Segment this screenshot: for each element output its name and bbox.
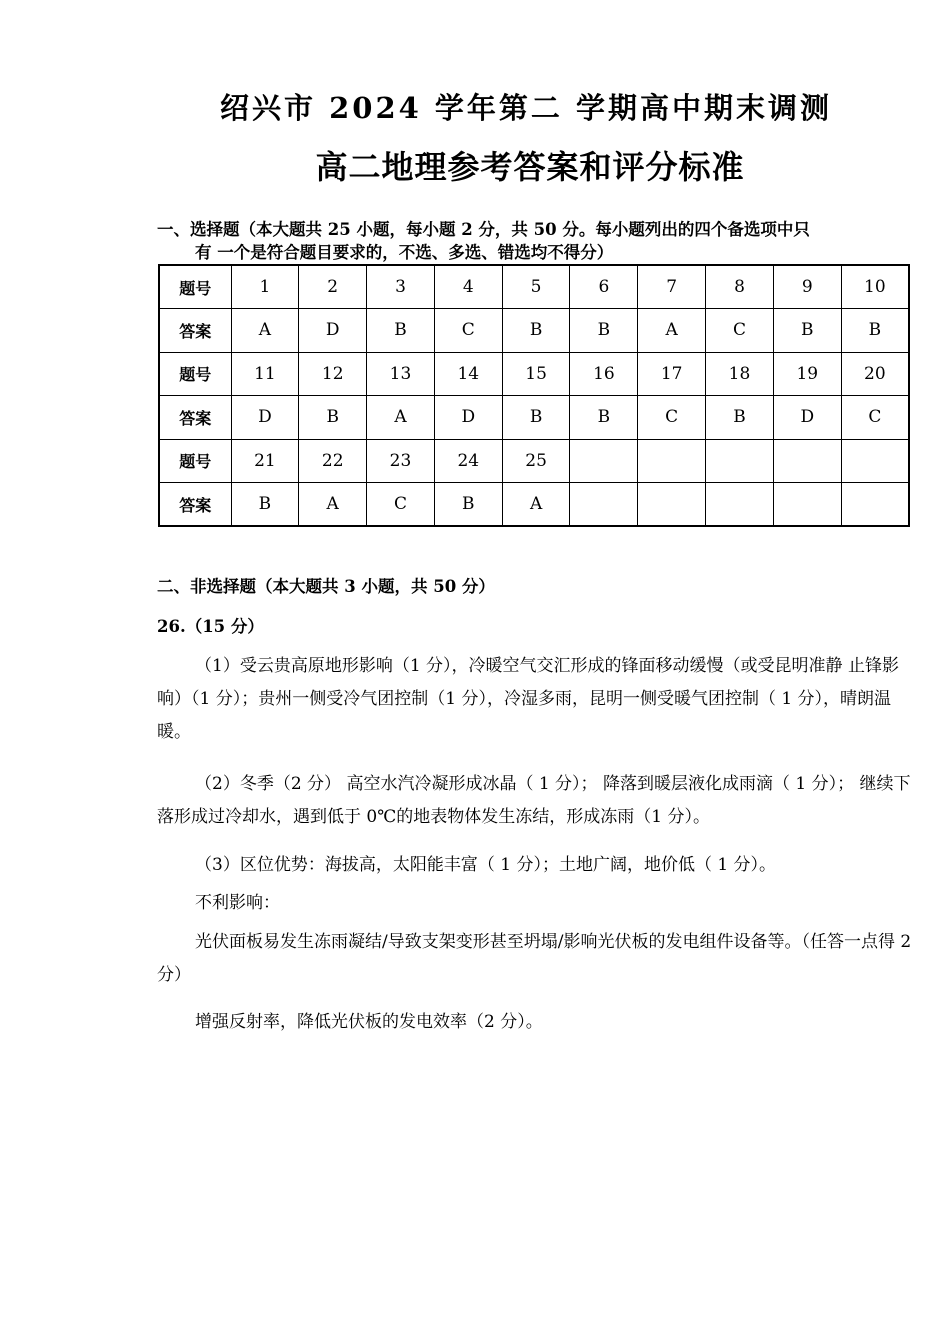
question-number-cell [638,439,706,483]
row-label-answer: 答案 [159,309,231,353]
question-number-cell: 19 [773,352,841,396]
answer-cell: D [434,396,502,440]
answer-cell: A [638,309,706,353]
question-number-cell: 23 [367,439,435,483]
page-title: 绍兴市 2024 学年第二 学期高中期末调测 [220,91,833,125]
answer-cell: D [773,396,841,440]
question-number-cell: 2 [299,265,367,309]
question-number-cell: 22 [299,439,367,483]
disadvantage-answer: 光伏面板易发生冻雨凝结/导致支架变形甚至坍塌/影响光伏板的发电组件设备等。（任答一点得 2 分） [157,932,912,985]
question-number-cell: 1 [231,265,299,309]
question-number-cell [841,439,909,483]
answer-26-last: 增强反射率，降低光伏板的发电效率（2 分）。 [195,1012,543,1032]
question-number-cell [570,439,638,483]
answer-cell: B [706,396,774,440]
row-label-answer: 答案 [159,483,231,527]
row-label-answer: 答案 [159,396,231,440]
question-number-cell: 13 [367,352,435,396]
question-number-cell: 20 [841,352,909,396]
disadvantage-label: 不利影响： [195,893,280,913]
question-number-row [159,265,909,309]
answer-cell: C [367,483,435,527]
answer-cell: B [570,309,638,353]
question-number-cell: 6 [570,265,638,309]
answer-cell: A [231,309,299,353]
question-number-cell: 7 [638,265,706,309]
answer-row [159,483,909,527]
answer-row [159,309,909,353]
answer-cell: B [299,396,367,440]
question-number-cell: 11 [231,352,299,396]
answer-26-part3: （3）区位优势：海拔高，太阳能丰富（ 1 分）；土地广阔，地价低（ 1 分）。 [195,855,777,875]
question-number-cell: 15 [502,352,570,396]
answer-cell: B [841,309,909,353]
answer-cell [638,483,706,527]
question-number-cell: 4 [434,265,502,309]
question-number-cell: 12 [299,352,367,396]
answer-cell: C [706,309,774,353]
answer-cell: B [231,483,299,527]
section1-line1: 一、选择题（本大题共 25 小题，每小题 2 分，共 50 分。每小题列出的四个备选项中只 [157,220,810,239]
question-number-cell: 10 [841,265,909,309]
answer-cell: B [570,396,638,440]
answer-cell: B [502,309,570,353]
answer-cell: D [231,396,299,440]
question-number-cell: 8 [706,265,774,309]
answer-row [159,396,909,440]
question-number-row [159,352,909,396]
row-label-number: 题号 [159,265,231,309]
answer-26-part1: （1）受云贵高原地形影响（1 分），冷暖空气交汇形成的锋面移动缓慢（或受昆明准静 止锋影响）（1 分）；贵州一侧受冷气团控制（1 分），冷湿多雨，昆明一侧受暖气团控制（ 1 分），晴朗温暖。 [157,656,899,742]
section1-heading [157,218,917,264]
question-number-cell: 24 [434,439,502,483]
question-number-cell: 3 [367,265,435,309]
answer-cell: C [434,309,502,353]
answer-cell: D [299,309,367,353]
question-number-row [159,439,909,483]
question-number-cell: 18 [706,352,774,396]
answer-cell: B [367,309,435,353]
page-subtitle: 高二地理参考答案和评分标准 [315,148,745,186]
answer-cell: C [638,396,706,440]
answer-cell [570,483,638,527]
question-number-cell [706,439,774,483]
row-label-number: 题号 [159,352,231,396]
question-number-cell: 17 [638,352,706,396]
answer-cell: B [502,396,570,440]
question-number-cell [773,439,841,483]
answer-cell [773,483,841,527]
question-number-cell: 21 [231,439,299,483]
answer-cell: A [502,483,570,527]
question-number-cell: 9 [773,265,841,309]
answer-cell [706,483,774,527]
answer-cell: A [299,483,367,527]
answer-cell: B [773,309,841,353]
row-label-number: 题号 [159,439,231,483]
question-number-cell: 25 [502,439,570,483]
answer-cell [841,483,909,527]
answer-cell: C [841,396,909,440]
answer-table [158,264,910,527]
question-26-heading: 26.（15 分） [157,617,264,636]
section1-line2: 有 一个是符合题目要求的，不选、多选、错选均不得分） [195,243,614,262]
answer-26-part2: （2）冬季（2 分） 高空水汽冷凝形成冰晶（ 1 分）； 降落到暖层液化成雨滴（ 1 分）； 继续下落形成过冷却水，遇到低于 0℃的地表物体发生冻结，形成冻雨（1 分）。 [157,774,911,827]
section2-heading: 二、非选择题（本大题共 3 小题，共 50 分） [157,577,495,596]
answer-cell: B [434,483,502,527]
question-number-cell: 5 [502,265,570,309]
question-number-cell: 16 [570,352,638,396]
question-number-cell: 14 [434,352,502,396]
answer-cell: A [367,396,435,440]
